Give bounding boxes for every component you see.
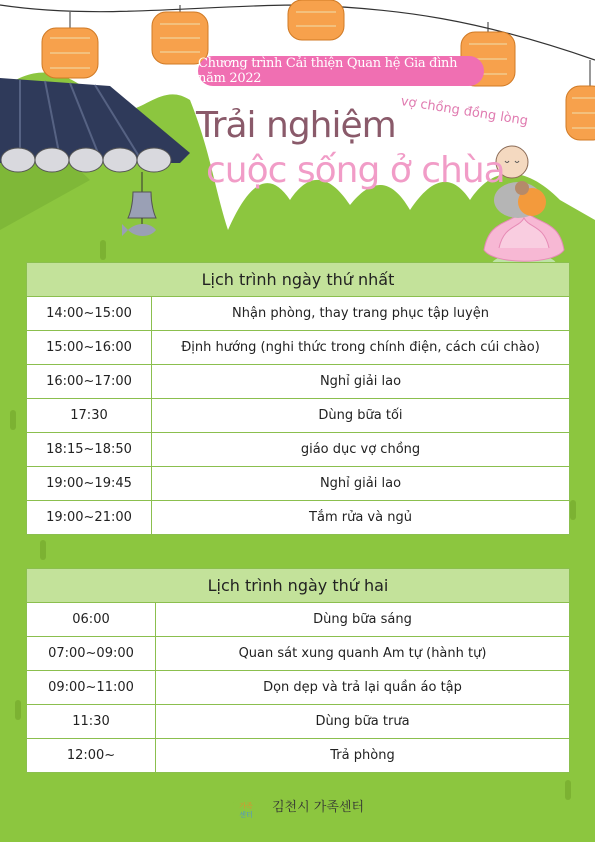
temple-bell-icon: [128, 172, 156, 218]
table-row: [27, 671, 570, 705]
family-center-logo-icon: [230, 790, 262, 820]
table-row: [27, 399, 570, 433]
temple-roof-illustration: [0, 78, 200, 248]
time-cell: 12:00~: [27, 739, 156, 773]
time-cell: 15:00~16:00: [27, 331, 152, 365]
time-cell: 06:00: [27, 603, 156, 637]
table-row: [27, 739, 570, 773]
day1-heading: Lịch trình ngày thứ nhất: [27, 263, 570, 297]
time-cell: 19:00~21:00: [27, 501, 152, 535]
time-cell: 11:30: [27, 705, 156, 739]
subtitle: vợ chồng đồng lòng: [399, 94, 530, 129]
time-cell: 18:15~18:50: [27, 433, 152, 467]
table-header-row: [27, 263, 570, 297]
day2-schedule-table: [26, 568, 570, 773]
activity-cell: giáo dục vợ chồng: [152, 433, 570, 467]
table-row: [27, 501, 570, 535]
time-cell: 19:00~19:45: [27, 467, 152, 501]
activity-cell: Quan sát xung quanh Am tự (hành tự): [156, 637, 570, 671]
activity-cell: Nghỉ giải lao: [152, 365, 570, 399]
page-title: Trải nghiệm: [196, 105, 396, 146]
program-banner: Chương trình Cải thiện Quan hệ Gia đình năm 2022: [198, 56, 484, 86]
table-row: [27, 603, 570, 637]
activity-cell: Định hướng (nghi thức trong chính điện, cách cúi chào): [152, 331, 570, 365]
lantern-icon: [42, 12, 98, 78]
table-row: [27, 467, 570, 501]
table-row: [27, 331, 570, 365]
day2-heading: Lịch trình ngày thứ hai: [27, 569, 570, 603]
activity-cell: Dùng bữa trưa: [156, 705, 570, 739]
activity-cell: Trả phòng: [156, 739, 570, 773]
activity-cell: Dùng bữa sáng: [156, 603, 570, 637]
footer: [230, 790, 364, 820]
table-row: [27, 637, 570, 671]
table-header-row: [27, 569, 570, 603]
page-title-secondary: cuộc sống ở chùa: [206, 150, 505, 191]
logo-text-bottom: 센터: [239, 811, 253, 819]
activity-cell: Nhận phòng, thay trang phục tập luyện: [152, 297, 570, 331]
table-row: [27, 297, 570, 331]
time-cell: 14:00~15:00: [27, 297, 152, 331]
lantern-icon: [566, 60, 595, 140]
table-row: [27, 433, 570, 467]
day1-schedule-table: [26, 262, 570, 535]
time-cell: 07:00~09:00: [27, 637, 156, 671]
activity-cell: Tắm rửa và ngủ: [152, 501, 570, 535]
table-row: [27, 365, 570, 399]
table-row: [27, 705, 570, 739]
time-cell: 16:00~17:00: [27, 365, 152, 399]
organization-name: 김천시 가족센터: [272, 799, 365, 815]
time-cell: 09:00~11:00: [27, 671, 156, 705]
activity-cell: Dùng bữa tối: [152, 399, 570, 433]
logo-text-top: 가족: [239, 802, 253, 810]
fish-wind-chime-icon: [122, 218, 156, 236]
activity-cell: Dọn dẹp và trả lại quần áo tập: [156, 671, 570, 705]
activity-cell: Nghỉ giải lao: [152, 467, 570, 501]
time-cell: 17:30: [27, 399, 152, 433]
lantern-icon: [288, 0, 344, 40]
